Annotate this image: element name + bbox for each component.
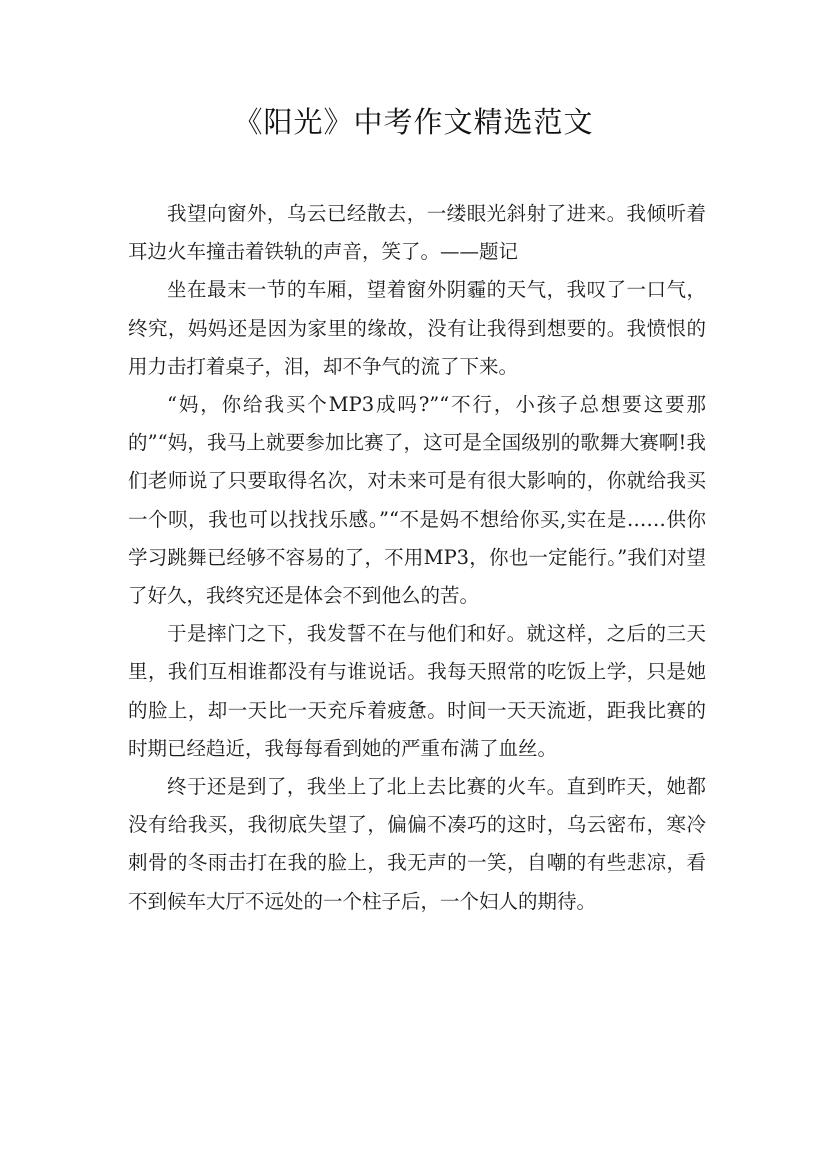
paragraph: “妈，你给我买个MP3成吗?”“不行，小孩子总想要这要那的”“妈，我马上就要参加比赛了，这可是全国级别的歌舞大赛啊!我们老师说了只要取得名次，对未来可是有很大影响的，你就给我买一个呗，我也可以找找乐感。”“不是妈不想给你买,实在是……供你学习跳舞已经够不容易的了，不用MP3，你也一定能行。”我们对望了好久，我终究还是体会不到他么的苦。 (128, 393, 706, 608)
paragraph: 我望向窗外，乌云已经散去，一缕眼光斜射了进来。我倾听着耳边火车撞击着铁轨的声音，笑了。——题记 (128, 202, 706, 264)
document-body (128, 195, 706, 921)
paragraph: 终于还是到了，我坐上了北上去比赛的火车。直到昨天，她都没有给我买，我彻底失望了，偏偏不凑巧的这时，乌云密布，寒冷刺骨的冬雨击打在我的脸上，我无声的一笑，自嘲的有些悲凉，看不到候车大厅不远处的一个柱子后，一个妇人的期待。 (128, 775, 706, 913)
document-title: 《阳光》中考作文精选范文 (233, 105, 594, 139)
paragraph: 坐在最末一节的车厢，望着窗外阴霾的天气，我叹了一口气，终究，妈妈还是因为家里的缘故，没有让我得到想要的。我愤恨的用力击打着桌子，泪，却不争气的流了下来。 (128, 278, 706, 378)
paragraph: 于是摔门之下，我发誓不在与他们和好。就这样，之后的三天里，我们互相谁都没有与谁说话。我每天照常的吃饭上学，只是她的脸上，却一天比一天充斥着疲惫。时间一天天流逝，距我比赛的时期已经趋近，我每每看到她的严重布满了血丝。 (128, 622, 706, 760)
